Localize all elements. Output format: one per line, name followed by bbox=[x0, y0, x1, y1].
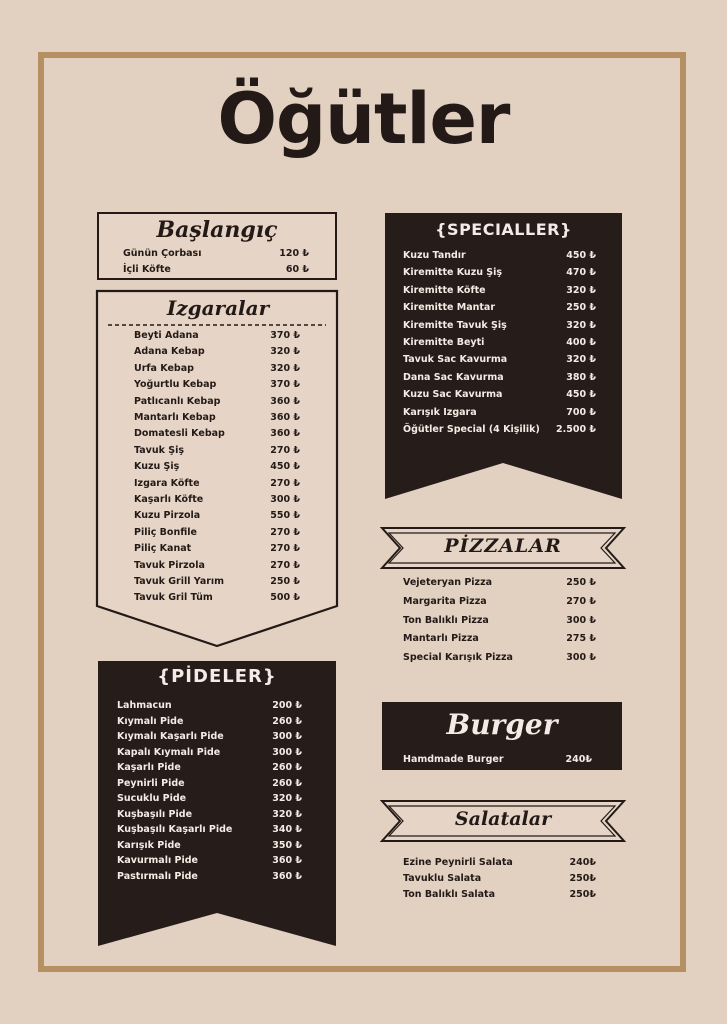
izgaralar-item-price: 270 ₺ bbox=[270, 543, 300, 555]
pizzalar-item-name: Special Karışık Pizza bbox=[403, 652, 513, 664]
izgaralar-item-price: 270 ₺ bbox=[270, 477, 300, 489]
izgaralar-item-name: Kuzu Şiş bbox=[134, 461, 180, 473]
pizzalar-item-name: Ton Balıklı Pizza bbox=[403, 614, 489, 626]
pideler-item-price: 260 ₺ bbox=[272, 777, 302, 789]
salatalar-item-price: 250₺ bbox=[569, 888, 596, 900]
izgaralar-item-price: 360 ₺ bbox=[270, 412, 300, 423]
izgaralar-item-name: Izgara Köfte bbox=[134, 477, 200, 489]
pideler-item-price: 260 ₺ bbox=[272, 762, 302, 773]
salatalar-item-price: 240₺ bbox=[569, 857, 596, 868]
izgaralar-item-price: 370 ₺ bbox=[270, 330, 300, 341]
pizzalar-item-price: 300 ₺ bbox=[566, 652, 596, 664]
izgaralar-item-price: 270 ₺ bbox=[270, 444, 300, 456]
pideler-item-price: 320 ₺ bbox=[272, 808, 302, 820]
specialler-item-price: 320 ₺ bbox=[566, 354, 596, 366]
izgaralar-item-name: Urfa Kebap bbox=[134, 362, 194, 374]
izgaralar-item-name: Tavuk Pirzola bbox=[134, 559, 205, 571]
pideler-item-name: Kaşarlı Pide bbox=[117, 762, 181, 773]
izgaralar-banner bbox=[96, 290, 340, 650]
specialler-item-price: 700 ₺ bbox=[566, 406, 596, 418]
specialler-item-name: Kuzu Sac Kavurma bbox=[403, 389, 503, 401]
baslangic-item-price: 120 ₺ bbox=[279, 248, 309, 259]
specialler-item-name: Dana Sac Kavurma bbox=[403, 371, 504, 383]
baslangic-item-name: İçli Köfte bbox=[123, 263, 171, 275]
pideler-item-price: 300 ₺ bbox=[272, 731, 302, 742]
pideler-item-name: Sucuklu Pide bbox=[117, 793, 187, 804]
specialler-item-price: 2.500 ₺ bbox=[556, 424, 596, 435]
pideler-item-name: Kıymalı Kaşarlı Pide bbox=[117, 731, 224, 742]
izgaralar-item-price: 320 ₺ bbox=[270, 346, 300, 358]
restaurant-title: Öğütler bbox=[217, 78, 510, 160]
izgaralar-item-name: Piliç Bonfile bbox=[134, 526, 197, 538]
specialler-item-name: Öğütler Special (4 Kişilik) bbox=[403, 424, 540, 435]
izgaralar-item-name: Kaşarlı Köfte bbox=[134, 494, 204, 505]
pideler-item-name: Karışık Pide bbox=[117, 839, 181, 851]
izgaralar-item-name: Tavuk Şiş bbox=[134, 444, 185, 456]
pideler-item-name: Kapalı Kıymalı Pide bbox=[117, 746, 221, 758]
specialler-item-name: Tavuk Sac Kavurma bbox=[403, 354, 508, 366]
specialler-item-price: 380 ₺ bbox=[566, 371, 596, 383]
specialler-item-price: 250 ₺ bbox=[566, 302, 596, 314]
salatalar-item-name: Ezine Peynirli Salata bbox=[403, 857, 513, 868]
baslangic-list bbox=[99, 214, 335, 278]
baslangic-item-price: 60 ₺ bbox=[285, 263, 309, 275]
baslangic-section bbox=[97, 212, 337, 280]
specialler-item-name: Kiremitte Beyti bbox=[403, 337, 485, 348]
specialler-item-price: 470 ₺ bbox=[566, 267, 596, 279]
izgaralar-item-price: 270 ₺ bbox=[270, 559, 300, 571]
pideler-item-name: Kıymalı Pide bbox=[117, 715, 184, 727]
pizzalar-item-name: Vejeteryan Pizza bbox=[403, 577, 493, 588]
izgaralar-item-price: 500 ₺ bbox=[270, 592, 300, 604]
specialler-item-name: Kuzu Tandır bbox=[403, 250, 466, 261]
izgaralar-item-name: Kuzu Pirzola bbox=[134, 510, 201, 522]
specialler-item-price: 450 ₺ bbox=[566, 389, 596, 401]
salatalar-title: Salatalar bbox=[454, 808, 552, 830]
baslangic-item-name: Günün Çorbası bbox=[123, 248, 202, 259]
specialler-item-price: 450 ₺ bbox=[566, 250, 596, 261]
pideler-item-name: Lahmacun bbox=[117, 700, 172, 711]
pideler-item-price: 360 ₺ bbox=[272, 870, 302, 882]
pideler-item-name: Peynirli Pide bbox=[117, 777, 185, 789]
izgaralar-item-price: 360 ₺ bbox=[270, 395, 300, 407]
burger-title: Burger bbox=[446, 708, 558, 741]
izgaralar-item-price: 360 ₺ bbox=[270, 428, 300, 440]
specialler-item-name: Kiremitte Köfte bbox=[403, 284, 486, 296]
salatalar-item-name: Ton Balıklı Salata bbox=[403, 888, 495, 900]
specialler-item-name: Kiremitte Tavuk Şiş bbox=[403, 319, 507, 331]
pideler-item-price: 300 ₺ bbox=[272, 746, 302, 758]
izgaralar-item-price: 300 ₺ bbox=[270, 494, 300, 505]
pideler-item-price: 350 ₺ bbox=[272, 839, 302, 851]
specialler-item-price: 400 ₺ bbox=[566, 337, 596, 348]
izgaralar-item-name: Adana Kebap bbox=[134, 346, 205, 358]
specialler-item-price: 320 ₺ bbox=[566, 284, 596, 296]
izgaralar-item-name: Patlıcanlı Kebap bbox=[134, 395, 221, 407]
burger-item-name: Hamdmade Burger bbox=[403, 754, 504, 765]
baslangic-title: Başlangıç bbox=[156, 217, 278, 243]
pideler-item-name: Pastırmalı Pide bbox=[117, 870, 198, 882]
pizzalar-item-price: 270 ₺ bbox=[566, 595, 596, 607]
izgaralar-item-name: Mantarlı Kebap bbox=[134, 412, 216, 423]
pideler-item-price: 360 ₺ bbox=[272, 855, 302, 866]
izgaralar-title: Izgaralar bbox=[166, 296, 270, 320]
specialler-item-price: 320 ₺ bbox=[566, 319, 596, 331]
pideler-item-price: 260 ₺ bbox=[272, 715, 302, 727]
pizzalar-item-price: 275 ₺ bbox=[566, 633, 596, 645]
izgaralar-item-name: Yoğurtlu Kebap bbox=[134, 379, 217, 391]
pizzalar-item-name: Margarita Pizza bbox=[403, 595, 487, 607]
specialler-item-name: Kiremitte Kuzu Şiş bbox=[403, 267, 503, 279]
specialler-title: {SPECIALLER} bbox=[435, 220, 572, 239]
izgaralar-item-name: Piliç Kanat bbox=[134, 543, 192, 555]
specialler-item-name: Kiremitte Mantar bbox=[403, 302, 495, 314]
izgaralar-item-price: 320 ₺ bbox=[270, 362, 300, 374]
izgaralar-item-name: Tavuk Gril Tüm bbox=[134, 592, 213, 604]
pideler-title: {PİDELER} bbox=[157, 666, 277, 687]
izgaralar-item-price: 250 ₺ bbox=[270, 576, 300, 587]
pideler-item-name: Kuşbaşılı Pide bbox=[117, 808, 193, 820]
pideler-item-price: 320 ₺ bbox=[272, 793, 302, 804]
burger-item-price: 240₺ bbox=[565, 754, 592, 765]
izgaralar-item-price: 550 ₺ bbox=[270, 510, 300, 522]
pizzalar-title: PİZZALAR bbox=[444, 535, 562, 557]
pideler-item-price: 200 ₺ bbox=[272, 700, 302, 711]
pideler-item-price: 340 ₺ bbox=[272, 824, 302, 835]
izgaralar-item-price: 450 ₺ bbox=[270, 461, 300, 473]
izgaralar-item-name: Domatesli Kebap bbox=[134, 428, 225, 440]
pideler-item-name: Kuşbaşılı Kaşarlı Pide bbox=[117, 824, 233, 835]
pideler-item-name: Kavurmalı Pide bbox=[117, 855, 199, 866]
pizzalar-item-price: 300 ₺ bbox=[566, 614, 596, 626]
pizzalar-item-name: Mantarlı Pizza bbox=[403, 633, 479, 645]
pizzalar-item-price: 250 ₺ bbox=[566, 577, 596, 588]
salatalar-item-name: Tavuklu Salata bbox=[403, 872, 482, 884]
salatalar-item-price: 250₺ bbox=[569, 872, 596, 884]
izgaralar-item-price: 270 ₺ bbox=[270, 526, 300, 538]
izgaralar-item-price: 370 ₺ bbox=[270, 379, 300, 391]
izgaralar-item-name: Beyti Adana bbox=[134, 330, 199, 341]
izgaralar-item-name: Tavuk Grill Yarım bbox=[134, 576, 225, 587]
specialler-item-name: Karışık Izgara bbox=[403, 406, 477, 418]
